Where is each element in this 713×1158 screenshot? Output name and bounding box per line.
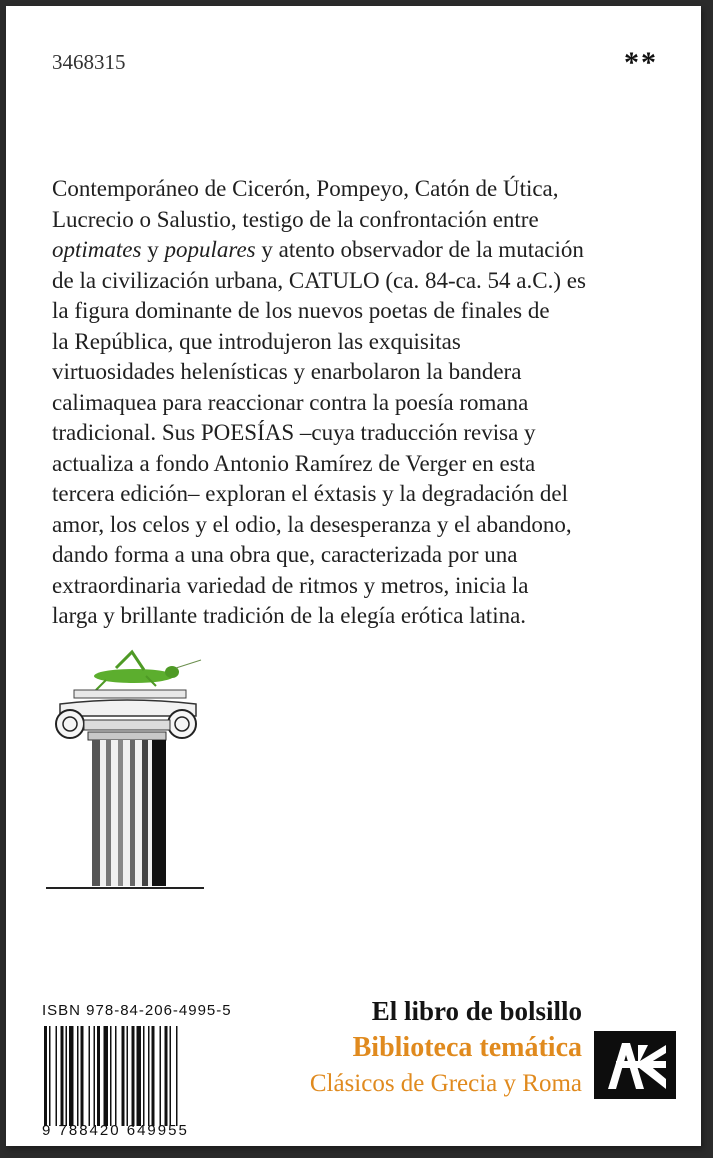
grasshopper-icon xyxy=(94,652,201,690)
blurb-line: extraordinaria variedad de ritmos y metros, inicia la xyxy=(52,572,529,598)
barcode-icon xyxy=(42,1026,230,1126)
blurb-line: calimaquea para reaccionar contra la poesía romana xyxy=(52,389,529,415)
blurb-fragment: y xyxy=(141,237,165,262)
blurb-line: de la civilización urbana, CATULO (ca. 84-ca. 54 a.C.) es xyxy=(52,267,586,293)
rating-stars: ** xyxy=(624,46,658,79)
barcode-number: 9 788420 649955 xyxy=(42,1122,189,1139)
blurb-line: amor, los celos y el odio, la desesperanza y el abandono, xyxy=(52,511,572,537)
blurb-line: dando forma a una obra que, caracterizada por una xyxy=(52,542,518,567)
blurb-line: actualiza a fondo Antonio Ramírez de Verger en esta xyxy=(52,450,536,476)
blurb-line: larga y brillante tradición de la elegía erótica latina. xyxy=(52,603,527,628)
series-subcollection: Clásicos de Grecia y Roma xyxy=(309,1070,582,1097)
grasshopper-on-ionic-column-icon xyxy=(36,646,206,896)
blurb-italic-term: optimates xyxy=(52,237,142,262)
series-title: El libro de bolsillo xyxy=(371,996,582,1026)
blurb-line: Lucrecio o Salustio, testigo de la confrontación entre xyxy=(52,206,539,232)
blurb-line: tercera edición– exploran el éxtasis y la degradación del xyxy=(52,481,568,506)
blurb-line: la República, que introdujeron las exquisitas xyxy=(52,328,461,354)
publisher-logo-icon xyxy=(594,1031,676,1099)
book-back-cover xyxy=(6,6,701,1146)
blurb-line: tradicional. Sus POESÍAS –cuya traducción revisa y xyxy=(52,420,536,445)
blurb-italic-term: populares xyxy=(164,237,256,262)
blurb-fragment: y atento observador de la mutación xyxy=(255,237,584,262)
catalog-code: 3468315 xyxy=(52,50,126,74)
blurb-line: virtuosidades helenísticas y enarbolaron la bandera xyxy=(52,359,522,384)
series-collection: Biblioteca temática xyxy=(352,1032,582,1063)
blurb-line: Contemporáneo de Cicerón, Pompeyo, Catón de Útica, xyxy=(52,176,559,201)
series-block xyxy=(252,994,582,1100)
blurb-line xyxy=(52,235,692,266)
blurb-line: la figura dominante de los nuevos poetas de finales de xyxy=(52,298,550,323)
blurb-text xyxy=(52,174,692,632)
isbn-label: ISBN 978-84-206-4995-5 xyxy=(42,1002,232,1019)
